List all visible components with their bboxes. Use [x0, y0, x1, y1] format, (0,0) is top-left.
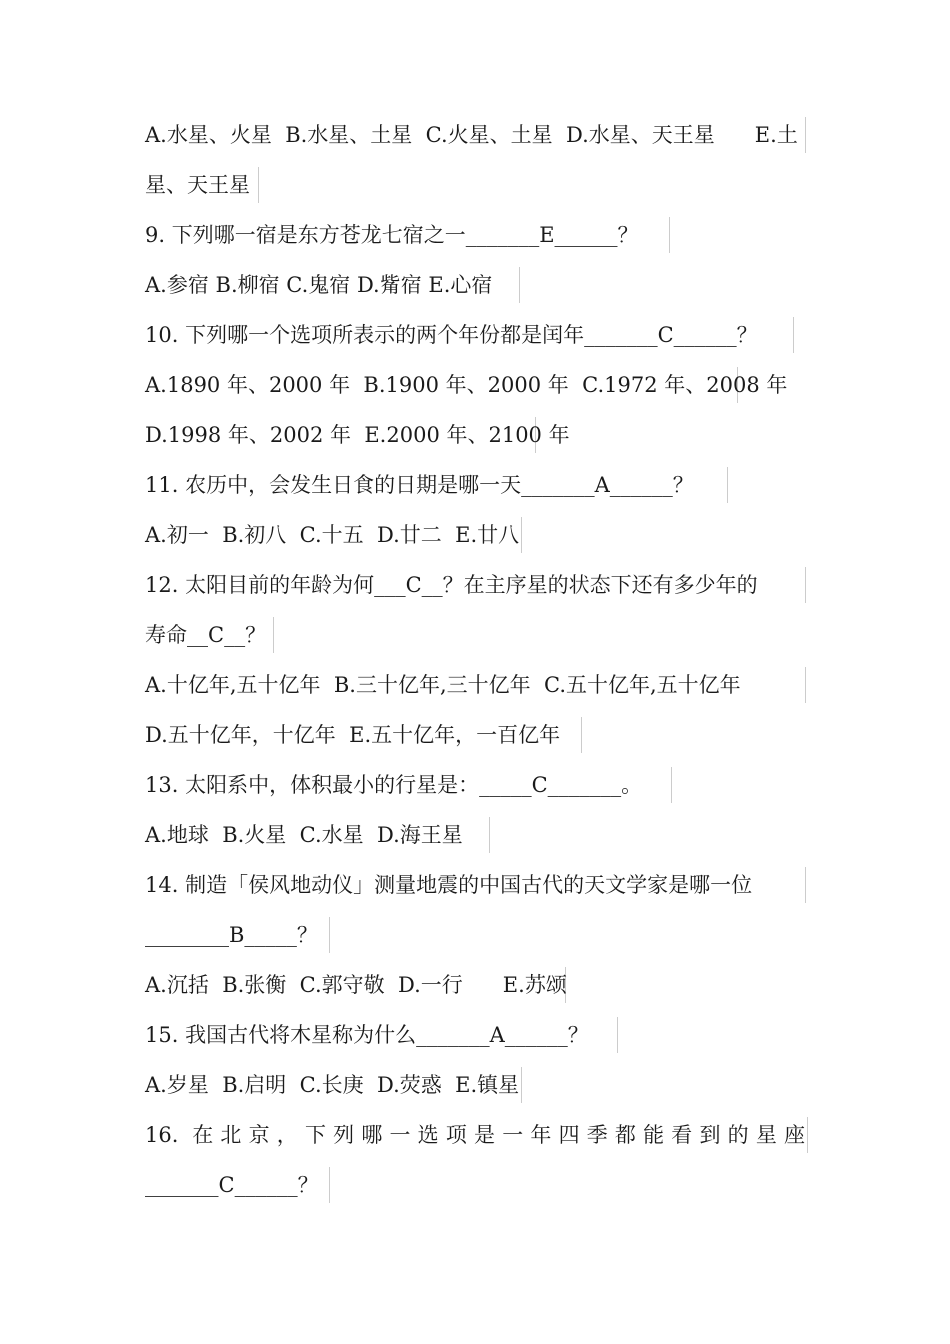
text: 15. 我国古代将木星称为什么_______A______？ [145, 1017, 618, 1053]
text: A.地球 B.火星 C.水星 D.海王星 [145, 817, 490, 853]
question-16-line-2 [145, 1167, 330, 1203]
text: 10. 下列哪一个选项所表示的两个年份都是闰年_______C______？ [145, 317, 794, 353]
text: A.十亿年,五十亿年 B.三十亿年,三十亿年 C.五十亿年,五十亿年 [145, 667, 806, 703]
q12-options-line-1 [145, 667, 806, 703]
q13-options [145, 817, 490, 853]
q14-options [145, 967, 566, 1003]
question-15 [145, 1017, 618, 1053]
text: 寿命__C__？ [145, 617, 274, 653]
q9-options [145, 267, 520, 303]
text: D.五十亿年，十亿年 E.五十亿年，一百亿年 [145, 717, 582, 753]
q8-options-line-2 [145, 167, 259, 203]
q11-options [145, 517, 522, 553]
text: D.1998 年、2002 年 E.2000 年、2100 年 [145, 417, 536, 453]
question-14-line-1 [145, 867, 806, 903]
q12-options-line-2 [145, 717, 582, 753]
q10-options-line-1 [145, 367, 788, 403]
text: A.初一 B.初八 C.十五 D.廿二 E.廿八 [145, 517, 522, 553]
text: A.1890 年、2000 年 B.1900 年、2000 年 C.1972 年、2008 年 [145, 367, 738, 403]
text: 星、天王星 [145, 167, 259, 203]
question-13 [145, 767, 672, 803]
question-9 [145, 217, 670, 253]
text: 13. 太阳系中，体积最小的行星是：_____C_______。 [145, 767, 672, 803]
question-16-line-1: 16. 在北京，下列哪一选项是一年四季都能看到的星座 [145, 1117, 808, 1153]
question-12-line-2 [145, 617, 274, 653]
text: A.岁星 B.启明 C.长庚 D.荧惑 E.镇星 [145, 1067, 522, 1103]
text: A.参宿 B.柳宿 C.鬼宿 D.觜宿 E.心宿 [145, 267, 520, 303]
text: A.沉括 B.张衡 C.郭守敬 D.一行 E.苏颂 [145, 967, 566, 1003]
text: 9. 下列哪一宿是东方苍龙七宿之一_______E______？ [145, 217, 670, 253]
text: A.水星、火星 B.水星、土星 C.火星、土星 D.水星、天王星 E.土 [145, 117, 806, 153]
question-14-line-2 [145, 917, 330, 953]
question-11 [145, 467, 728, 503]
text: ________B_____？ [145, 917, 330, 953]
question-12-line-1 [145, 567, 806, 603]
q8-options-line-1 [145, 117, 806, 153]
text: 12. 太阳目前的年龄为何___C__？在主序星的状态下还有多少年的 [145, 567, 806, 603]
text: _______C______？ [145, 1167, 330, 1203]
q15-options [145, 1067, 522, 1103]
question-10 [145, 317, 794, 353]
q10-options-line-2 [145, 417, 570, 453]
text: 14. 制造「侯风地动仪」测量地震的中国古代的天文学家是哪一位 [145, 867, 806, 903]
text: 11. 农历中，会发生日食的日期是哪一天_______A______？ [145, 467, 728, 503]
